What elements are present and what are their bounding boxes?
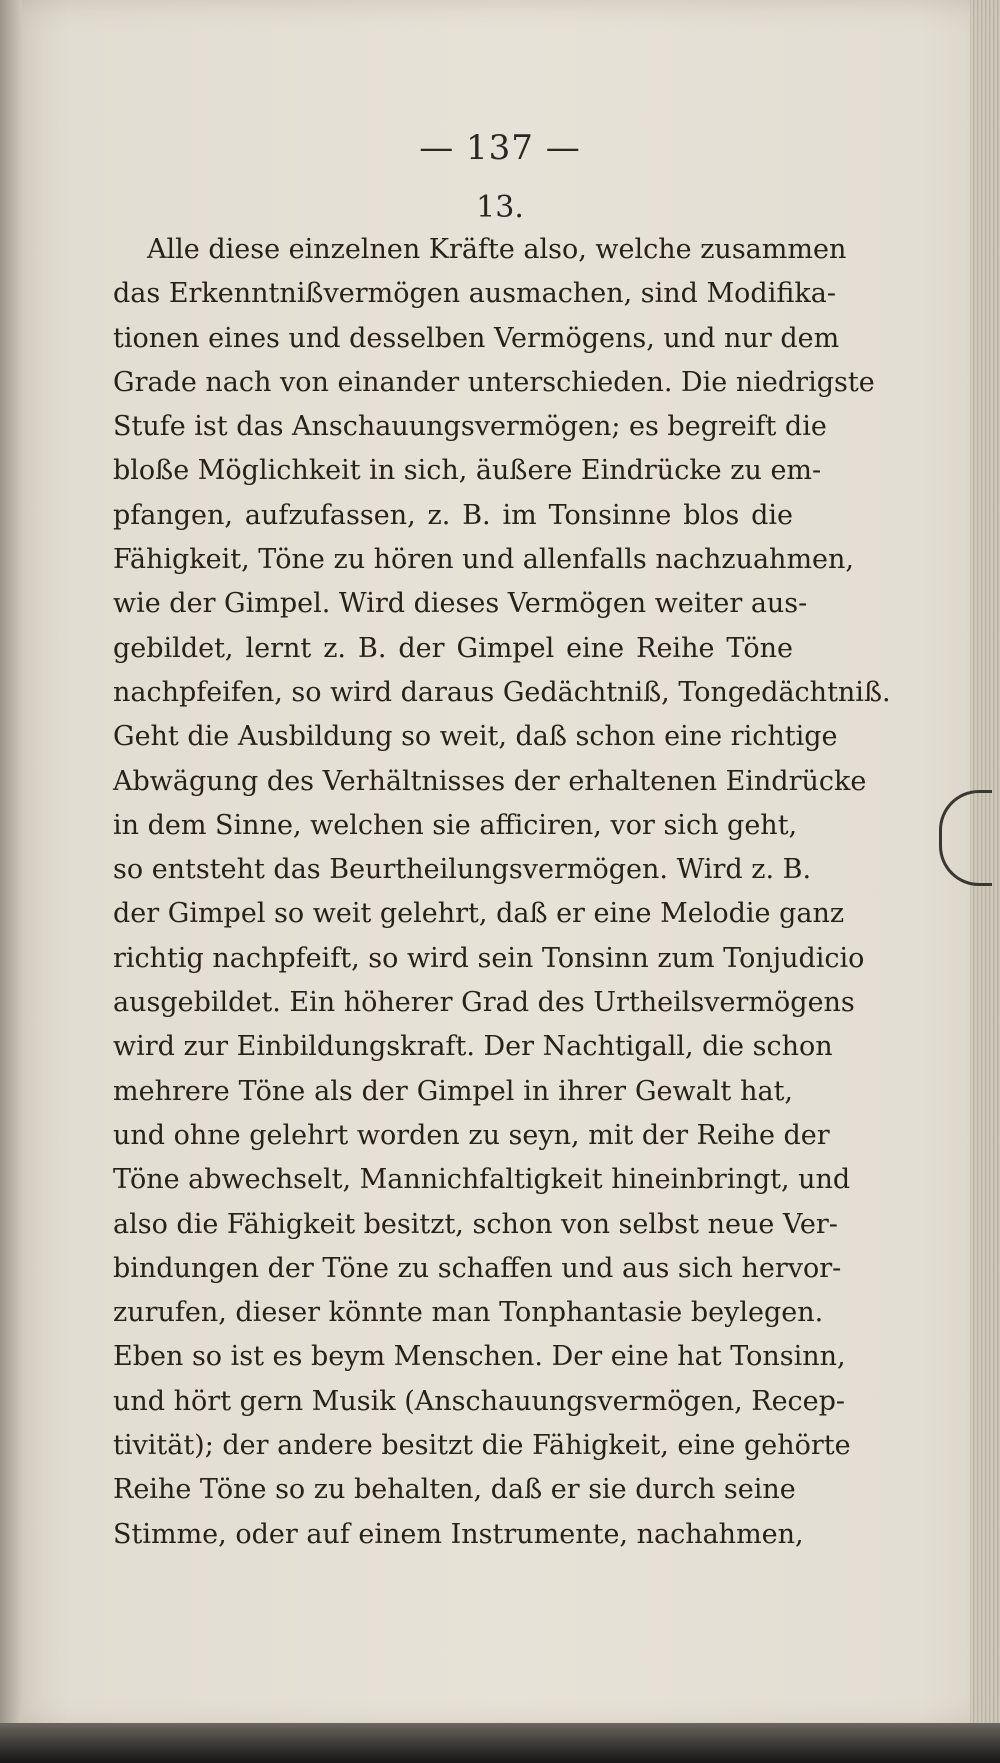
text-line: Alle diese einzelnen Kräfte also, welche zusammen [147, 234, 847, 265]
text-line: mehrere Töne als der Gimpel in ihrer Gewalt hat, [113, 1075, 793, 1107]
text-line: Reihe Töne so zu behalten, daß er sie durch seine [113, 1474, 796, 1506]
text-line: und hört gern Musik (Anschauungsvermögen, Recep- [113, 1385, 846, 1417]
text-line: das Erkenntnißvermögen ausmachen, sind Modifika- [113, 278, 836, 310]
text-line: bloße Möglichkeit in sich, äußere Eindrücke zu em- [113, 455, 822, 487]
text-line: pfangen, aufzufassen, z. B. im Tonsinne blos die [113, 499, 793, 531]
text-line: wie der Gimpel. Wird dieses Vermögen weiter aus- [113, 588, 808, 620]
text-line: Grade nach von einander unterschieden. Die niedrigste [113, 366, 875, 398]
text-line: in dem Sinne, welchen sie afficiren, vor sich geht, [113, 809, 798, 841]
text-line: wird zur Einbildungskraft. Der Nachtigall, die schon [113, 1031, 833, 1063]
text-line: also die Fähigkeit besitzt, schon von selbst neue Ver- [113, 1208, 838, 1240]
text-line: tionen eines und desselben Vermögens, und nur dem [113, 322, 840, 354]
text-line: der Gimpel so weit gelehrt, daß er eine Melodie ganz [113, 898, 845, 930]
text-line: Töne abwechselt, Mannichfaltigkeit hineinbringt, und [113, 1164, 851, 1196]
text-line: richtig nachpfeift, so wird sein Tonsinn zum Tonjudicio [113, 942, 865, 974]
text-line: Fähigkeit, Töne zu hören und allenfalls nachzuahmen, [113, 544, 854, 576]
text-line: bindungen der Töne zu schaffen und aus sich hervor- [113, 1252, 842, 1284]
text-line: so entsteht das Beurtheilungsvermögen. Wird z. B. [113, 854, 812, 886]
text-line: zurufen, dieser könnte man Tonphantasie beylegen. [113, 1297, 824, 1329]
binding-edge [0, 0, 22, 1740]
text-line: nachpfeifen, so wird daraus Gedächtniß, Tongedächtniß. [113, 676, 891, 708]
text-line: Abwägung des Verhältnisses der erhaltenen Eindrücke [113, 765, 867, 797]
section-number: 13. [476, 190, 524, 225]
text-line: und ohne gelehrt worden zu seyn, mit der Reihe der [113, 1119, 830, 1151]
text-line: Stimme, oder auf einem Instrumente, nachahmen, [113, 1518, 804, 1550]
text-line: Geht die Ausbildung so weit, daß schon eine richtige [113, 721, 838, 753]
text-line: tivität); der andere besitzt die Fähigkeit, eine gehörte [113, 1430, 851, 1462]
text-line: gebildet, lernt z. B. der Gimpel eine Reihe Töne [113, 632, 793, 664]
body-text [113, 228, 891, 1557]
bottom-shadow [0, 1723, 1000, 1763]
text-line: Stufe ist das Anschauungsvermögen; es begreift die [113, 411, 827, 443]
text-line: Eben so ist es beym Menschen. Der eine hat Tonsinn, [113, 1341, 846, 1373]
text-line: ausgebildet. Ein höherer Grad des Urtheilsvermögens [113, 987, 855, 1019]
page-header: — 137 — [419, 128, 581, 168]
